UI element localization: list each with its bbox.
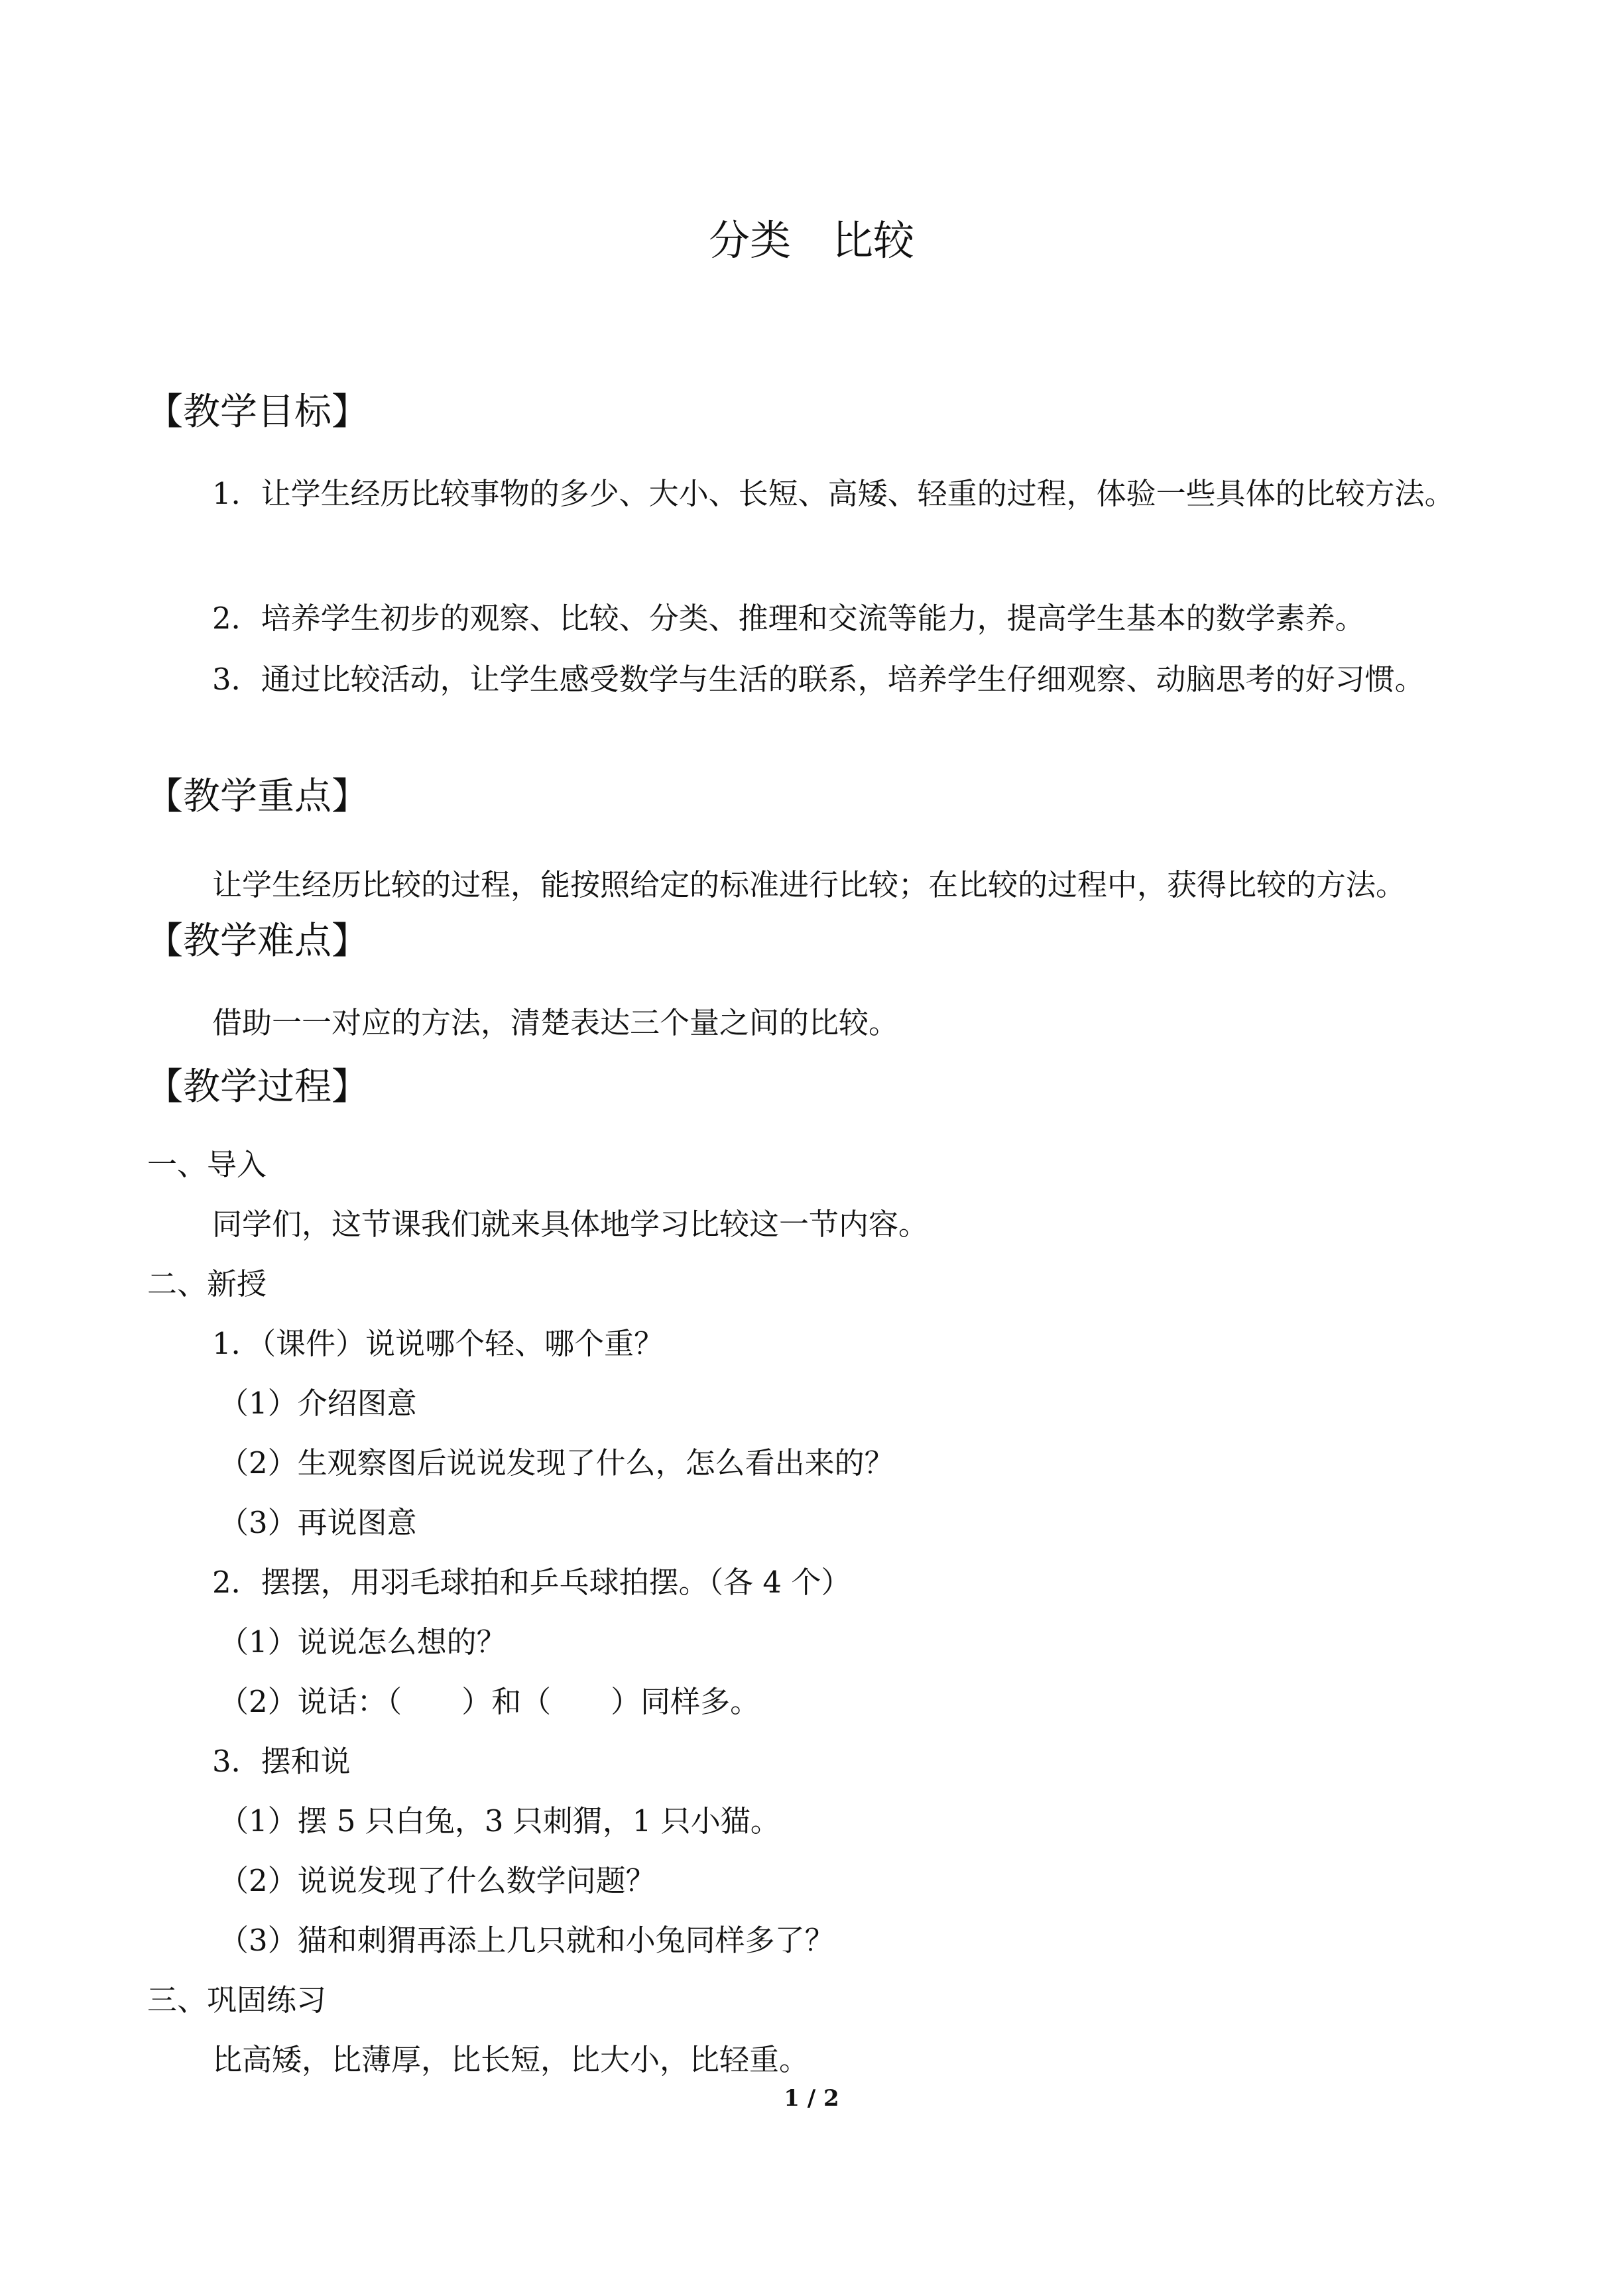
key-points-heading: 【教学重点】 [146, 775, 369, 818]
difficulties-heading: 【教学难点】 [146, 920, 369, 963]
step2-title: 2．摆摆，用羽毛球拍和乒乓球拍摆。（各 4 个） [212, 1565, 851, 1600]
step3-sub-3: （3）猫和刺猬再添上几只就和小兔同样多了？ [219, 1923, 835, 1958]
objective-item-3: 3．通过比较活动，让学生感受数学与生活的联系，培养学生仔细观察、动脑思考的好习惯。 [212, 662, 1425, 697]
step2-sub-2: （2）说话：（ ）和（ ）同样多。 [219, 1684, 760, 1719]
process-heading: 【教学过程】 [146, 1065, 369, 1109]
objective-item-2: 2．培养学生初步的观察、比较、分类、推理和交流等能力，提高学生基本的数学素养。 [212, 601, 1365, 636]
step1-sub-3: （3）再说图意 [219, 1505, 417, 1540]
step1-sub-1: （1）介绍图意 [219, 1386, 417, 1421]
key-points-text: 让学生经历比较的过程，能按照给定的标准进行比较；在比较的过程中，获得比较的方法。 [212, 867, 1406, 902]
objectives-heading: 【教学目标】 [146, 391, 369, 434]
step1-title: 1．（课件）说说哪个轻、哪个重？ [212, 1326, 664, 1361]
practice-text: 比高矮，比薄厚，比长短，比大小，比轻重。 [212, 2042, 810, 2077]
step3-sub-1: （1）摆 5 只白兔，3 只刺猬，1 只小猫。 [219, 1803, 780, 1839]
objective-item-1: 1．让学生经历比较事物的多少、大小、长短、高矮、轻重的过程，体验一些具体的比较方法。 [212, 476, 1455, 511]
new-lesson-label: 二、新授 [147, 1266, 267, 1301]
intro-text: 同学们，这节课我们就来具体地学习比较这一节内容。 [212, 1207, 929, 1242]
page-number: 1 / 2 [784, 2085, 839, 2112]
document-title: 分类 比较 [708, 216, 914, 265]
intro-label: 一、导入 [147, 1147, 267, 1182]
step3-sub-2: （2）说说发现了什么数学问题？ [219, 1863, 656, 1898]
practice-label: 三、巩固练习 [147, 1982, 327, 2018]
step2-sub-1: （1）说说怎么想的？ [219, 1624, 507, 1660]
difficulties-text: 借助一一对应的方法，清楚表达三个量之间的比较。 [212, 1005, 899, 1040]
step3-title: 3．摆和说 [212, 1744, 351, 1779]
step1-sub-2: （2）生观察图后说说发现了什么，怎么看出来的？ [219, 1445, 894, 1480]
